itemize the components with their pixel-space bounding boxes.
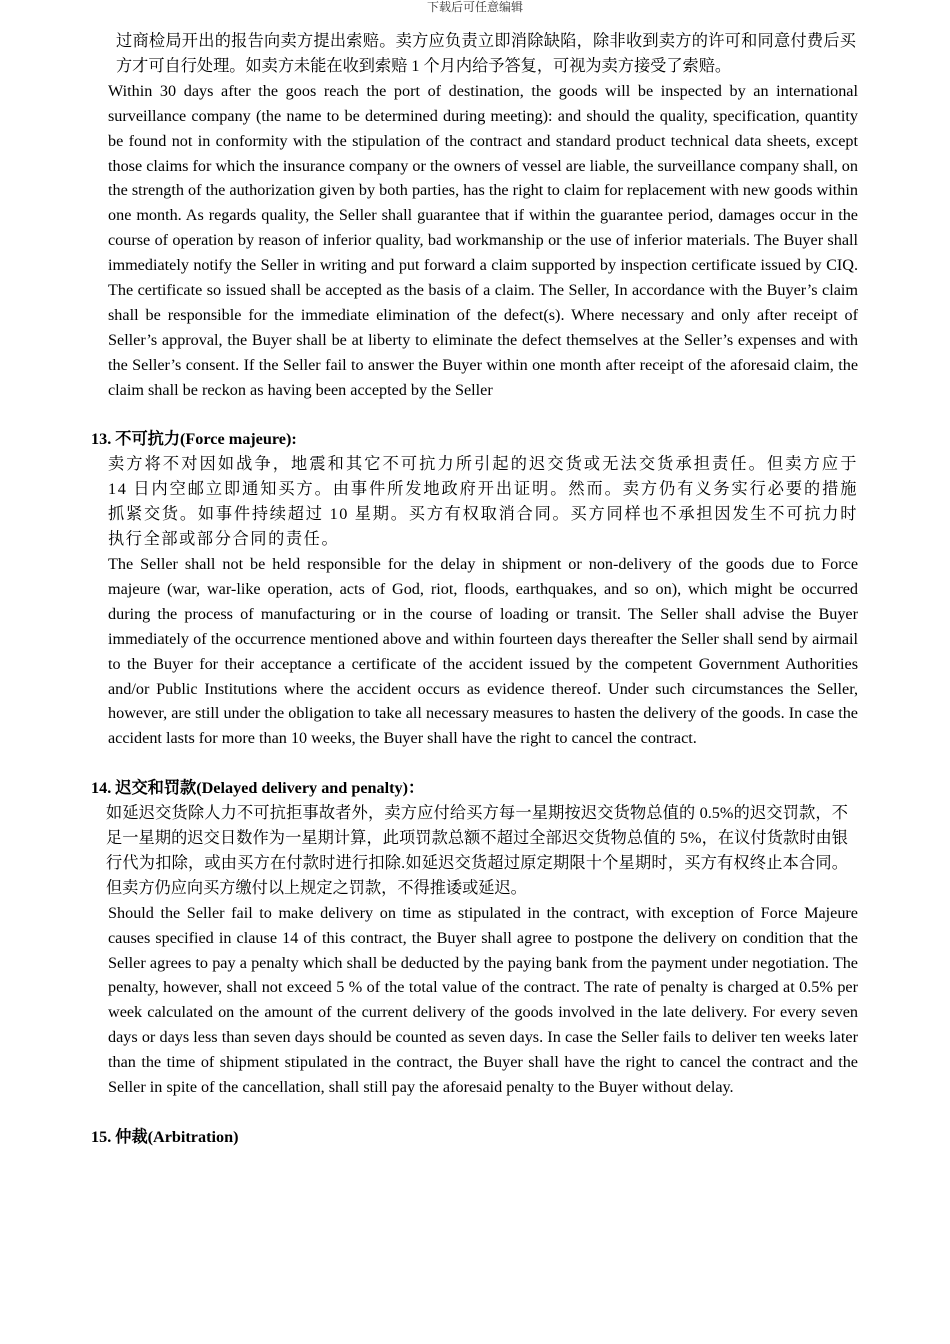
section14-cn-text: 如延迟交货除人力不可抗拒事故者外，卖方应付给买方每一星期按迟交货物总值的 0.5%的迟交罚款，不足一星期的迟交日数作为一星期计算，此项罚款总额不超过全部迟交货物总值的 5%，在议付货款时由银行代为扣除，或由买方在付款时进行扣除.如延迟交货超过原定期限十个星期时，买方有权终止本合同。但卖方仍应向买方缴付以上规定之罚款，不得推诿或延迟。 — [106, 804, 848, 897]
section15-heading: 15. 仲裁(Arbitration) — [91, 1127, 239, 1146]
section13-en-text: The Seller shall not be held responsible for the delay in shipment or non-delivery of the goods due to Force majeure (war, war-like operation, acts of God, riot, floods, earthquakes, and so on), which might be occurred during the process of manufacturing or in the course of loading or transit. The Seller shall advise the Buyer immediately of the occurrence mentioned above and within fourteen days thereafter the Seller shall send by airmail to the Buyer for their acceptance a certificate of the accident issued by the competent Government Authorities and/or Public Institutions where the accident occurs as evidence thereof. Under such circumstances the Seller, however, are still under the obligation to take all necessary measures to hasten the delivery of the goods. In case the accident lasts for more than 10 weeks, the Buyer shall have the right to cancel the contract. — [108, 555, 858, 748]
spacer — [0, 1100, 950, 1125]
section12-cn-text: 过商检局开出的报告向卖方提出索赔。卖方应负责立即消除缺陷，除非收到卖方的许可和同意付费后买方才可自行处理。如卖方未能在收到索赔 1 个月内给予答复，可视为卖方接受了索赔。 — [116, 32, 856, 75]
section13-heading: 13. 不可抗力(Force majeure): — [91, 430, 297, 449]
document-page — [0, 29, 950, 1150]
header-note: 下载后可任意编辑 — [426, 0, 523, 14]
spacer — [0, 403, 950, 428]
section14-en-text: Should the Seller fail to make delivery on time as stipulated in the contract, with exception of Force Majeure causes specified in clause 14 of this contract, the Buyer shall agree to postpone the delivery on condition that the Seller agrees to pay a penalty which shall be deducted by the paying bank from the payment under negotiation. The penalty, however, shall not exceed 5 % of the total value of the contract. The rate of penalty is charged at 0.5% per week calculated on the amount of the current delivery of the goods involved in the late delivery. For every seven days or days less than seven days should be counted as seven days. In case the Seller fails to deliver ten weeks later than the time of shipment stipulated in the contract, the Buyer shall have the right to cancel the contract and the Seller in spite of the cancellation, shall still pay the aforesaid penalty to the Buyer without delay. — [108, 903, 858, 1097]
section12-en-text: Within 30 days after the goos reach the port of destination, the goods will be inspected by an international surveillance company (the name to be determined during meeting): and should the quality, specification, quantity be found not in conformity with the stipulation of the contract and standard product technical data sheets, except those claims for which the insurance company or the owners of vessel are liable, the surveillance company shall, on the strength of the authorization given by both parties, has the right to claim for replacement with new goods within one month. As regards quality, the Seller shall guarantee that if within the guarantee period, damages occur in the course of operation by reason of inferior quality, bad workmanship or the use of inferior materials. The Buyer shall immediately notify the Seller in writing and put forward a claim supported by inspection certificate issued by CIQ. The certificate so issued shall be accepted as the basis of a claim. The Seller, In accordance with the Buyer’s claim shall be responsible for the immediate elimination of the defect(s). Where necessary and only after receipt of Seller’s approval, the Buyer shall be at liberty to eliminate the defect themselves at the Seller’s expenses and with the Seller’s consent. If the Seller fail to answer the Buyer within one month after receipt of the aforesaid claim, the claim shall be reckon as having been accepted by the Seller — [108, 81, 858, 399]
section14-heading: 14. 迟交和罚款(Delayed delivery and penalty)： — [91, 779, 425, 798]
section13-cn-text: 卖方将不对因如战争，地震和其它不可抗力所引起的迟交货或无法交货承担责任。但卖方应于 14 日内空邮立即通知买方。由事件所发地政府开出证明。然而。卖方仍有义务实行必要的措施抓紧交货。如事件持续超过 10 星期。买方有权取消合同。买方同样也不承担因发生不可抗力时执行全部或部分合同的责任。 — [108, 455, 858, 549]
spacer — [0, 751, 950, 776]
